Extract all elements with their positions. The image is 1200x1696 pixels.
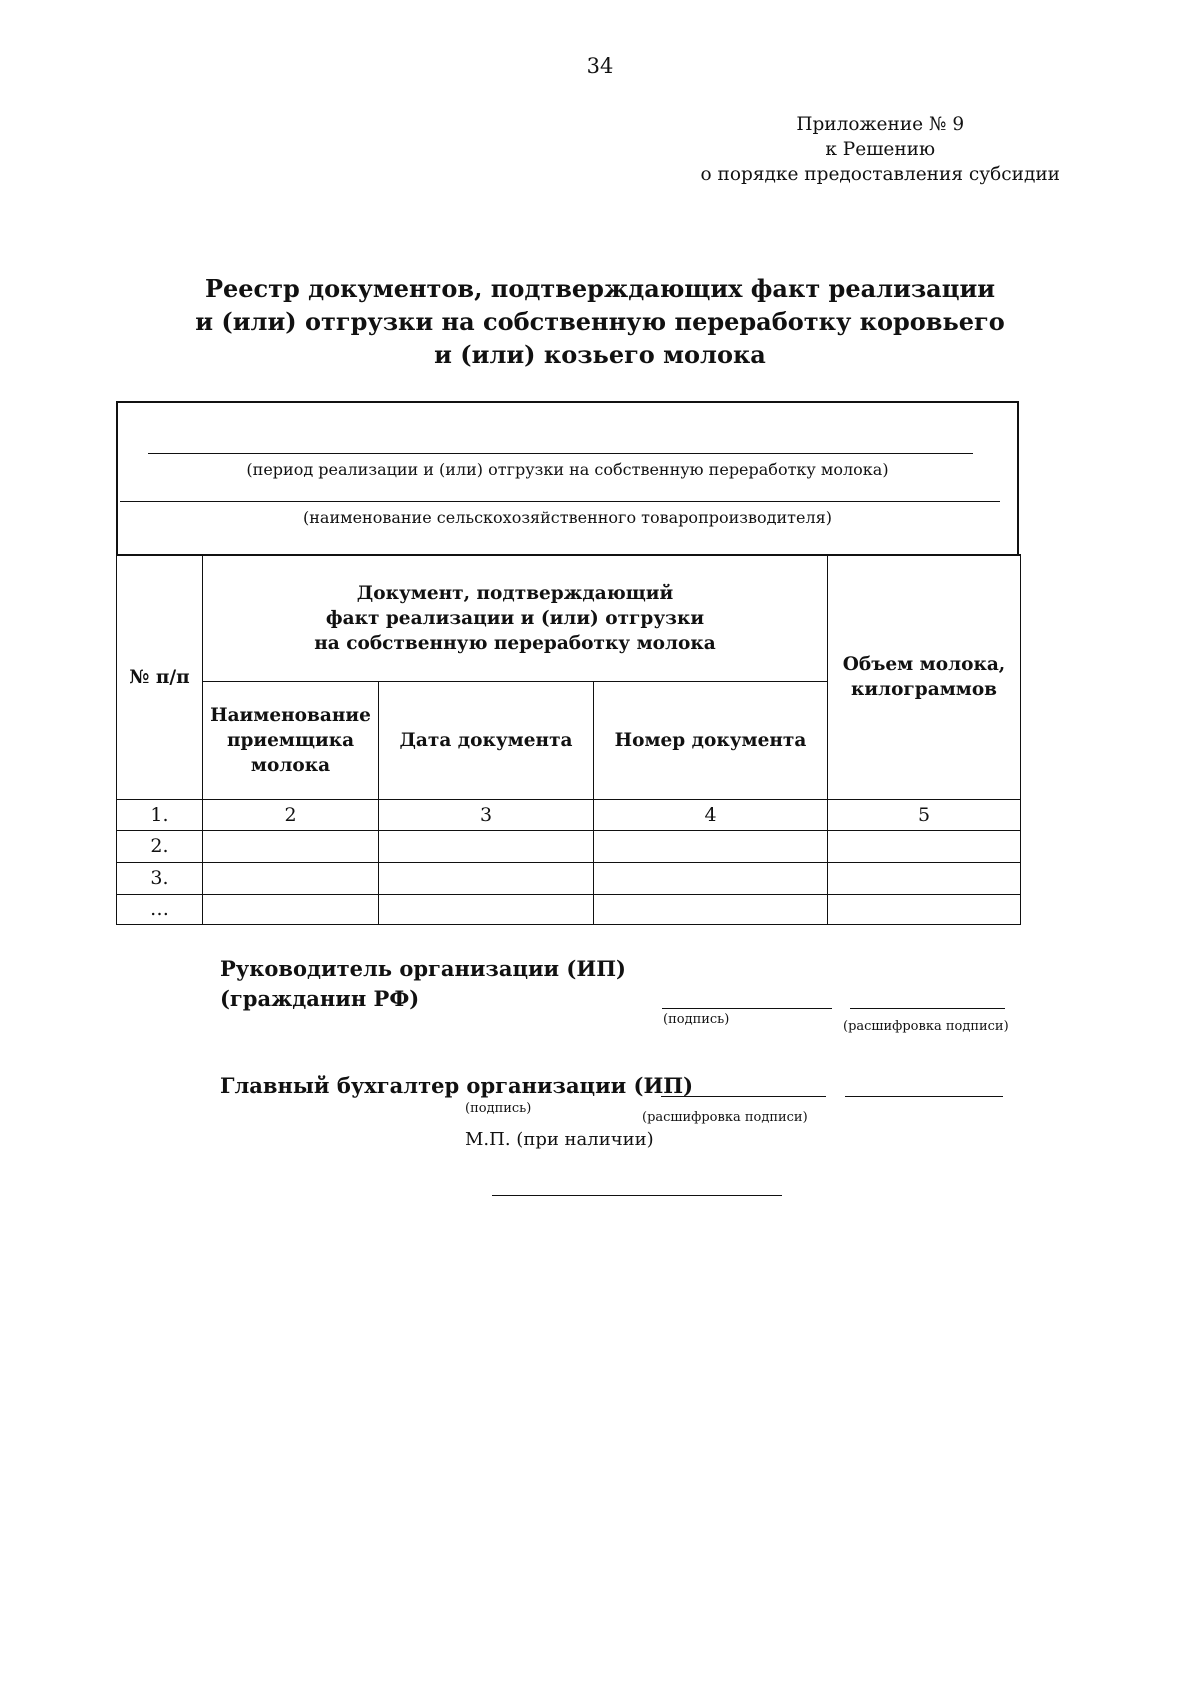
head-decode-line[interactable]	[850, 1008, 1005, 1009]
table-cell[interactable]	[203, 830, 379, 862]
group-header-line-1: Документ, подтверждающий	[356, 582, 674, 604]
group-header-line-3: на собственную переработку молока	[314, 632, 716, 654]
head-sign-caption: (подпись)	[663, 1012, 730, 1027]
table-cell[interactable]	[379, 830, 594, 862]
table-row	[117, 894, 1021, 924]
title-line-3: и (или) козьего молока	[434, 340, 766, 369]
accountant-decode-line[interactable]	[845, 1096, 1003, 1097]
head-signature-title	[220, 954, 626, 1014]
stamp-note: М.П. (при наличии)	[465, 1129, 654, 1150]
table-cell[interactable]	[203, 862, 379, 894]
register-table	[116, 554, 1021, 925]
index-cell: 5	[828, 799, 1021, 830]
table-cell[interactable]	[379, 862, 594, 894]
appendix-line-2: к Решению	[825, 139, 936, 160]
head-signature-line[interactable]	[662, 1008, 832, 1009]
head-title-line-2: (гражданин РФ)	[220, 986, 420, 1011]
receiver-header-line-2: приемщика	[226, 729, 355, 751]
table-cell[interactable]	[828, 894, 1021, 924]
accountant-sign-caption: (подпись)	[465, 1101, 532, 1116]
accountant-signature-title: Главный бухгалтер организации (ИП)	[220, 1073, 694, 1098]
accountant-decode-caption: (расшифровка подписи)	[642, 1110, 808, 1125]
index-cell: 2	[203, 799, 379, 830]
table-cell[interactable]	[594, 862, 828, 894]
appendix-line-1: Приложение № 9	[796, 114, 965, 135]
receiver-header-line-3: молока	[250, 754, 331, 776]
title-line-1: Реестр документов, подтверждающих факт реализации	[204, 274, 996, 303]
header-doc-number: Номер документа	[594, 681, 828, 799]
row-number-cell: 2.	[117, 830, 203, 862]
stamp-line[interactable]	[492, 1195, 782, 1196]
volume-header-line-1: Объем молока,	[842, 654, 1006, 676]
header-volume	[828, 555, 1021, 799]
producer-caption: (наименование сельскохозяйственного товаропроизводителя)	[303, 508, 832, 527]
table-cell[interactable]	[828, 862, 1021, 894]
document-title	[0, 272, 1200, 371]
row-number-cell: …	[117, 894, 203, 924]
table-cell[interactable]	[379, 894, 594, 924]
accountant-signature-line[interactable]	[661, 1096, 826, 1097]
header-number: № п/п	[117, 555, 203, 799]
row-number-cell: 3.	[117, 862, 203, 894]
head-title-line-1: Руководитель организации (ИП)	[220, 956, 626, 981]
table-cell[interactable]	[594, 830, 828, 862]
index-cell: 4	[594, 799, 828, 830]
appendix-reference	[700, 112, 1060, 187]
index-cell: 1.	[117, 799, 203, 830]
table-row	[117, 830, 1021, 862]
appendix-line-3: о порядке предоставления субсидии	[700, 164, 1060, 185]
receiver-header-line-1: Наименование	[210, 704, 371, 726]
title-line-2: и (или) отгрузки на собственную переработку коровьего	[195, 307, 1005, 336]
volume-header-line-2: килограммов	[850, 679, 998, 701]
table-row	[117, 862, 1021, 894]
header-receiver	[203, 681, 379, 799]
page-number: 34	[586, 54, 614, 78]
producer-fill-line[interactable]	[120, 501, 1000, 502]
table-cell[interactable]	[828, 830, 1021, 862]
table-cell[interactable]	[203, 894, 379, 924]
header-document-group	[203, 555, 828, 681]
group-header-line-2: факт реализации и (или) отгрузки	[325, 607, 705, 629]
header-date: Дата документа	[379, 681, 594, 799]
table-cell[interactable]	[594, 894, 828, 924]
index-cell: 3	[379, 799, 594, 830]
table-row	[117, 799, 1021, 830]
header-box	[116, 401, 1019, 554]
head-decode-caption: (расшифровка подписи)	[843, 1019, 1009, 1034]
period-caption: (период реализации и (или) отгрузки на собственную переработку молока)	[246, 460, 889, 479]
period-fill-line[interactable]	[148, 453, 973, 454]
